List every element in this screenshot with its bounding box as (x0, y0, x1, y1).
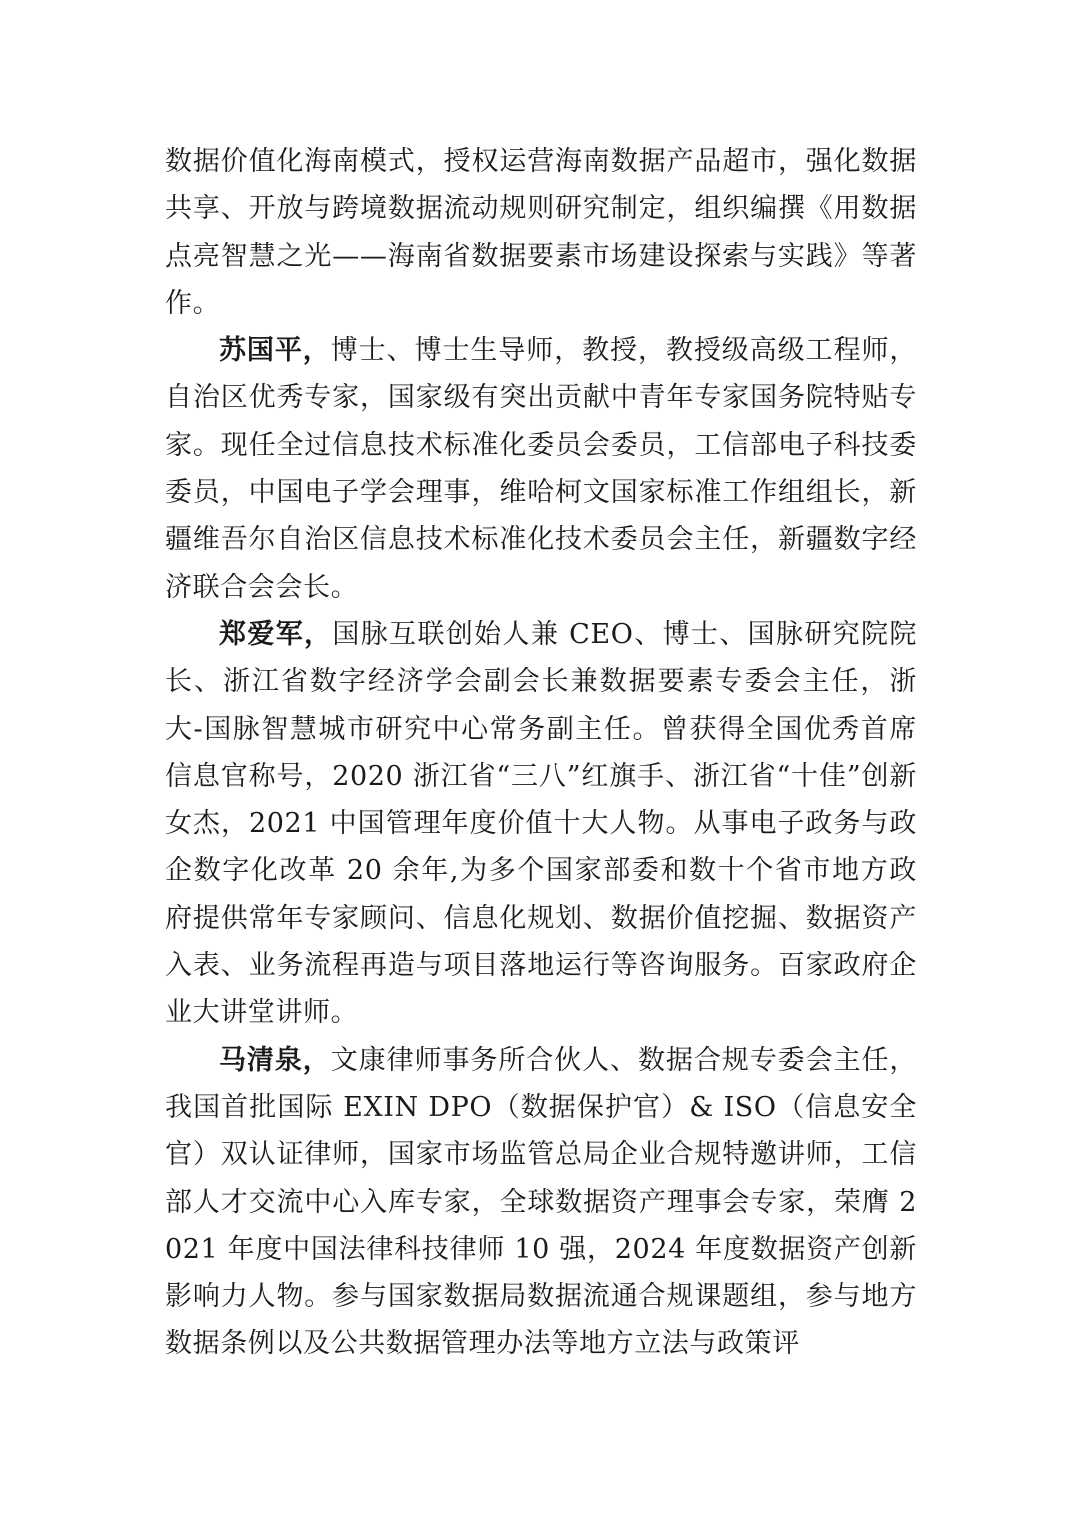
paragraph-text: 博士、博士生导师，教授，教授级高级工程师，自治区优秀专家，国家级有突出贡献中青年专家国务院特贴专家。现任全过信息技术标准化委员会委员，工信部电子科技委委员，中国电子学会理事，维哈柯文国家标准工作组组长，新疆维吾尔自治区信息技术标准化技术委员会主任，新疆数字经济联合会会长。 (165, 335, 917, 603)
paragraph-ma-qingquan (165, 1037, 917, 1368)
paragraph-continuation (165, 138, 917, 327)
person-name: 郑爱军， (219, 618, 333, 650)
document-body (165, 138, 917, 1368)
paragraph-text: 文康律师事务所合伙人、数据合规专委会主任，我国首批国际 EXIN DPO（数据保护官）& ISO（信息安全官）双认证律师，国家市场监管总局企业合规特邀讲师，工信部人才交流中心入库专家，全球数据资产理事会专家，荣膺 2021 年度中国法律科技律师 10 强，2024 年度数据资产创新影响力人物。参与国家数据局数据流通合规课题组，参与地方数据条例以及公共数据管理办法等地方立法与政策评 (165, 1044, 917, 1360)
paragraph-text: 数据价值化海南模式，授权运营海南数据产品超市，强化数据共享、开放与跨境数据流动规则研究制定，组织编撰《用数据点亮智慧之光——海南省数据要素市场建设探索与实践》等著作。 (165, 146, 917, 319)
paragraph-su-guoping (165, 327, 917, 611)
paragraph-text: 国脉互联创始人兼 CEO、博士、国脉研究院院长、浙江省数字经济学会副会长兼数据要素专委会主任，浙大-国脉智慧城市研究中心常务副主任。曾获得全国优秀首席信息官称号，2020 浙江省“三八”红旗手、浙江省“十佳”创新女杰，2021 中国管理年度价值十大人物。从事电子政务与政企数字化改革 20 余年,为多个国家部委和数十个省市地方政府提供常年专家顾问、信息化规划、数据价值挖掘、数据资产入表、业务流程再造与项目落地运行等咨询服务。百家政府企业大讲堂讲师。 (165, 618, 917, 1029)
person-name: 苏国平， (219, 335, 331, 367)
person-name: 马清泉， (219, 1044, 331, 1076)
paragraph-zheng-aijun (165, 611, 917, 1037)
